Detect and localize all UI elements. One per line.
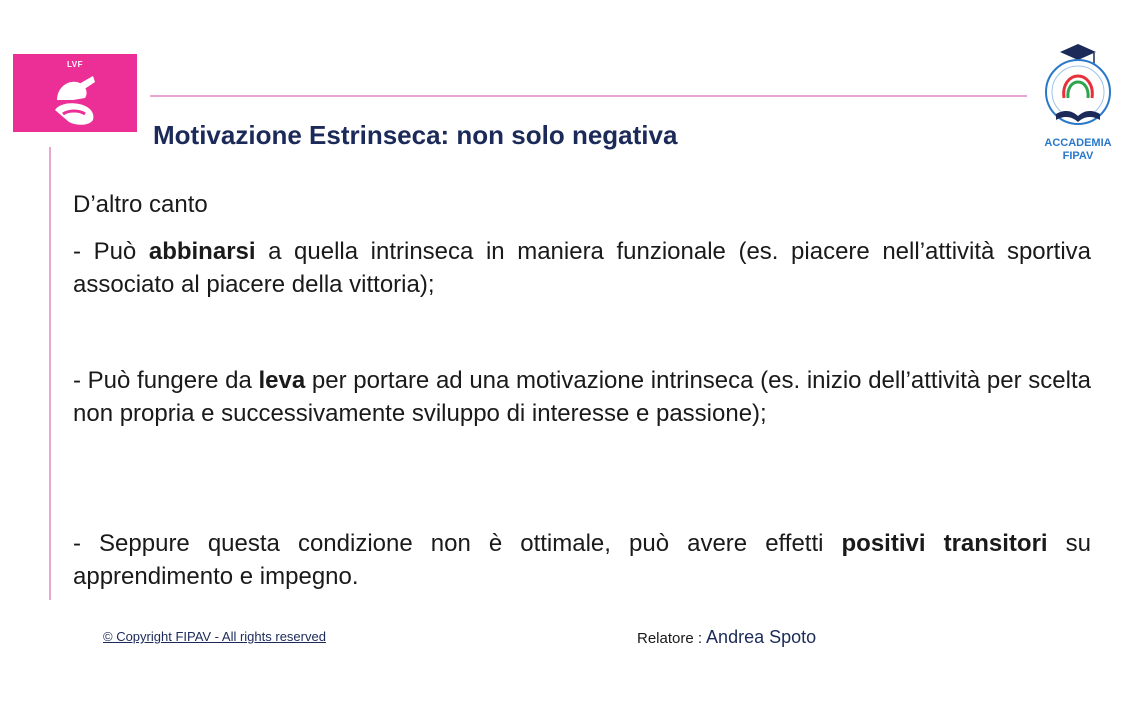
relatore-label: Relatore : [637,630,703,647]
point-3-bold: positivi transitori [841,530,1048,557]
lvf-logo [13,54,137,132]
accademia-logo-text [1030,137,1126,163]
accademia-line2: FIPAV [1062,150,1094,162]
point-2-prefix: - Può fungere da [73,367,259,394]
intro-text: D’altro canto [73,191,208,218]
point-2 [73,364,1091,430]
point-2-bold: leva [258,367,306,394]
lvf-logo-text: LVF [66,60,83,69]
side-divider [49,147,51,600]
point-3 [73,527,1091,593]
point-3-suffix: su apprendimento e impegno. [73,530,1092,590]
point-3-prefix: - Seppure questa condizione non è ottimale, può avere effetti [73,530,842,557]
relatore [637,627,816,648]
relatore-name: Andrea Spoto [706,627,817,647]
point-1-bold: abbinarsi [148,238,256,265]
header-divider [150,95,1027,97]
accademia-line1: ACCADEMIA [1044,137,1112,149]
copyright-notice: © Copyright FIPAV - All rights reserved [103,629,326,644]
point-1-prefix: - Può [73,238,149,265]
slide-title: Motivazione Estrinseca: non solo negativa [153,120,678,150]
point-2-suffix: per portare ad una motivazione intrinseca (es. inizio dell’attività per scelta non propria e successivamente sviluppo di interesse e passione); [73,367,1091,427]
hands-icon [49,70,101,128]
point-1 [73,235,1091,301]
point-1-suffix: a quella intrinseca in maniera funzionale (es. piacere nell’attività sportiva associato al piacere della vittoria); [73,238,1091,298]
